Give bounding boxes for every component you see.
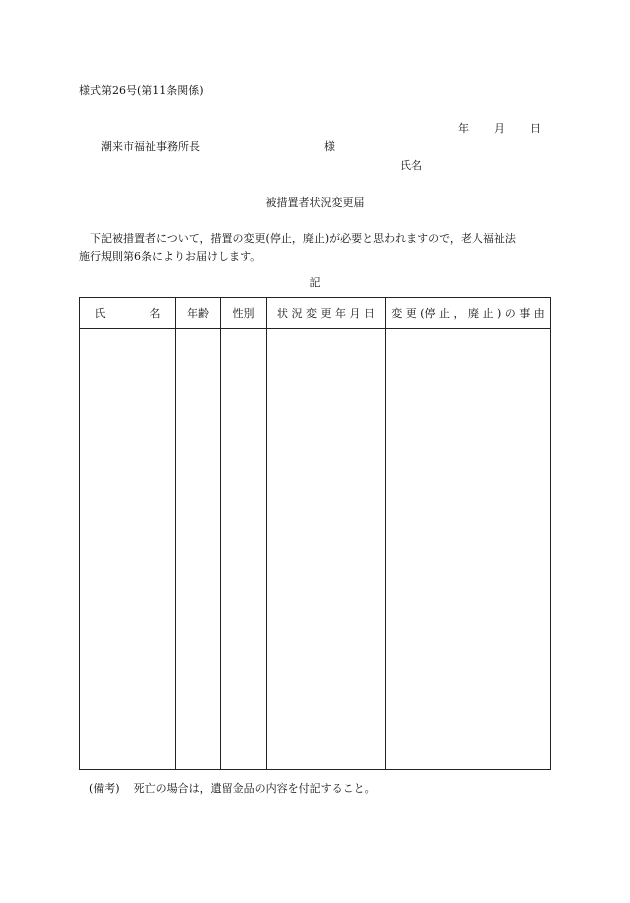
cell-age[interactable]	[176, 329, 221, 770]
cell-change-date[interactable]	[267, 329, 386, 770]
body-line-2: 施行規則第6条によりお届けします。	[79, 250, 262, 263]
body-line-1: 下記被措置者について，措置の変更(停止，廃止)が必要と思われますので，老人福祉法	[90, 232, 516, 245]
header-name-part1: 氏	[94, 307, 106, 320]
header-name-part2: 名	[149, 307, 161, 320]
ki-label: 記	[309, 276, 321, 289]
record-table	[79, 297, 551, 770]
date-year-label: 年	[458, 122, 469, 135]
remarks	[89, 780, 376, 796]
addressee: 潮来市福祉事務所長	[101, 140, 200, 153]
document-title: 被措置者状況変更届	[265, 196, 365, 209]
applicant-name-label: 氏名	[400, 159, 422, 172]
remarks-label: (備考)	[89, 782, 120, 795]
header-reason: 変 更 (停 止 ， 廃 止 ) の 事 由	[386, 298, 551, 329]
table-header-row	[80, 298, 551, 329]
table-row	[80, 329, 551, 770]
header-name	[80, 298, 176, 329]
header-age: 年齢	[176, 298, 221, 329]
cell-reason[interactable]	[386, 329, 551, 770]
body-text	[79, 230, 559, 266]
remarks-text: 死亡の場合は，遺留金品の内容を付記すること。	[133, 782, 376, 795]
date-day-label: 日	[530, 122, 541, 135]
cell-name[interactable]	[80, 329, 176, 770]
form-number: 様式第26号(第11条関係)	[79, 84, 204, 97]
date-month-label: 月	[494, 122, 505, 135]
honorific: 様	[324, 140, 335, 153]
date-line	[458, 120, 541, 136]
header-change-date: 状 況 変 更 年 月 日	[267, 298, 386, 329]
header-sex: 性別	[221, 298, 267, 329]
cell-sex[interactable]	[221, 329, 267, 770]
